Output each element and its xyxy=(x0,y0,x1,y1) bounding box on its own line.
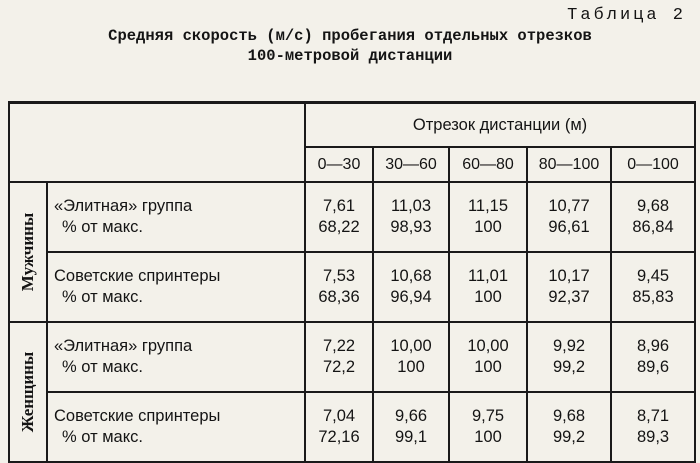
value-cell xyxy=(373,182,449,252)
percent-value: 100 xyxy=(474,358,502,376)
table-row xyxy=(9,182,695,252)
speed-table xyxy=(8,101,696,463)
group-label xyxy=(47,392,305,462)
value-cell xyxy=(449,322,527,392)
value-cell xyxy=(527,322,611,392)
segment-header-row xyxy=(9,103,695,148)
value-cell xyxy=(373,392,449,462)
percent-value: 89,3 xyxy=(636,428,670,446)
speed-value: 9,66 xyxy=(394,407,428,425)
gender-text: Мужчины xyxy=(18,212,37,292)
speed-value: 10,00 xyxy=(390,337,432,355)
percent-value: 68,36 xyxy=(318,288,360,306)
speed-value: 10,77 xyxy=(548,197,590,215)
value-cell xyxy=(305,252,373,322)
percent-label: % от макс. xyxy=(62,358,143,376)
header-corner xyxy=(9,103,305,183)
percent-value: 100 xyxy=(474,428,502,446)
speed-value: 9,45 xyxy=(636,267,670,285)
percent-value: 86,84 xyxy=(632,218,674,236)
group-label xyxy=(47,252,305,322)
speed-value: 7,61 xyxy=(322,197,356,215)
percent-value: 96,61 xyxy=(548,218,590,236)
speed-value: 11,01 xyxy=(467,267,509,285)
percent-value: 100 xyxy=(474,288,502,306)
table-title-line-1: Средняя скорость (м/с) пробегания отдельных отрезков xyxy=(108,27,592,45)
value-cell xyxy=(527,252,611,322)
value-cell xyxy=(449,182,527,252)
table-row xyxy=(9,322,695,392)
percent-value: 99,2 xyxy=(552,358,586,376)
table-row xyxy=(9,392,695,462)
speed-value: 7,04 xyxy=(322,407,356,425)
percent-value: 72,2 xyxy=(322,358,356,376)
percent-value: 72,16 xyxy=(318,428,360,446)
value-cell xyxy=(305,322,373,392)
percent-value: 99,1 xyxy=(394,428,428,446)
speed-value: 11,03 xyxy=(390,197,432,215)
value-cell xyxy=(611,392,695,462)
value-cell xyxy=(305,392,373,462)
value-cell xyxy=(611,252,695,322)
segment-header: Отрезок дистанции (м) xyxy=(305,103,695,148)
percent-value: 85,83 xyxy=(632,288,674,306)
value-cell xyxy=(373,252,449,322)
value-cell xyxy=(527,392,611,462)
value-cell xyxy=(527,182,611,252)
value-cell xyxy=(449,252,527,322)
percent-value: 89,6 xyxy=(636,358,670,376)
speed-value: 7,22 xyxy=(322,337,356,355)
speed-value: 9,68 xyxy=(636,197,670,215)
percent-label: % от макс. xyxy=(62,428,143,446)
column-header: 30—60 xyxy=(373,147,449,182)
value-cell xyxy=(449,392,527,462)
value-cell xyxy=(305,182,373,252)
value-cell xyxy=(373,322,449,392)
gender-label-women xyxy=(9,322,47,462)
gender-text: Женщины xyxy=(18,351,37,433)
percent-value: 92,37 xyxy=(548,288,590,306)
speed-value: 10,68 xyxy=(390,267,432,285)
column-header: 0—100 xyxy=(611,147,695,182)
column-header: 0—30 xyxy=(305,147,373,182)
group-name: Советские спринтеры xyxy=(54,407,221,425)
speed-value: 7,53 xyxy=(322,267,356,285)
group-name: «Элитная» группа xyxy=(54,337,193,355)
percent-label: % от макс. xyxy=(62,288,143,306)
group-name: «Элитная» группа xyxy=(54,197,193,215)
speed-value: 10,00 xyxy=(467,337,509,355)
speed-value: 9,75 xyxy=(471,407,505,425)
speed-value: 9,92 xyxy=(552,337,586,355)
percent-value: 100 xyxy=(397,358,425,376)
speed-value: 11,15 xyxy=(467,197,509,215)
value-cell xyxy=(611,322,695,392)
percent-value: 98,93 xyxy=(390,218,432,236)
percent-value: 100 xyxy=(474,218,502,236)
percent-label: % от макс. xyxy=(62,218,143,236)
percent-value: 99,2 xyxy=(552,428,586,446)
value-cell xyxy=(611,182,695,252)
table-title-line-2: 100-метровой дистанции xyxy=(247,47,453,65)
group-label xyxy=(47,322,305,392)
speed-value: 8,96 xyxy=(636,337,670,355)
column-header: 60—80 xyxy=(449,147,527,182)
percent-value: 68,22 xyxy=(318,218,360,236)
group-name: Советские спринтеры xyxy=(54,267,221,285)
speed-value: 8,71 xyxy=(636,407,670,425)
speed-value: 10,17 xyxy=(548,267,590,285)
speed-value: 9,68 xyxy=(552,407,586,425)
column-header: 80—100 xyxy=(527,147,611,182)
percent-value: 96,94 xyxy=(390,288,432,306)
gender-label-men xyxy=(9,182,47,322)
table-row xyxy=(9,252,695,322)
group-label xyxy=(47,182,305,252)
table-number-label: Таблица 2 xyxy=(567,6,686,25)
